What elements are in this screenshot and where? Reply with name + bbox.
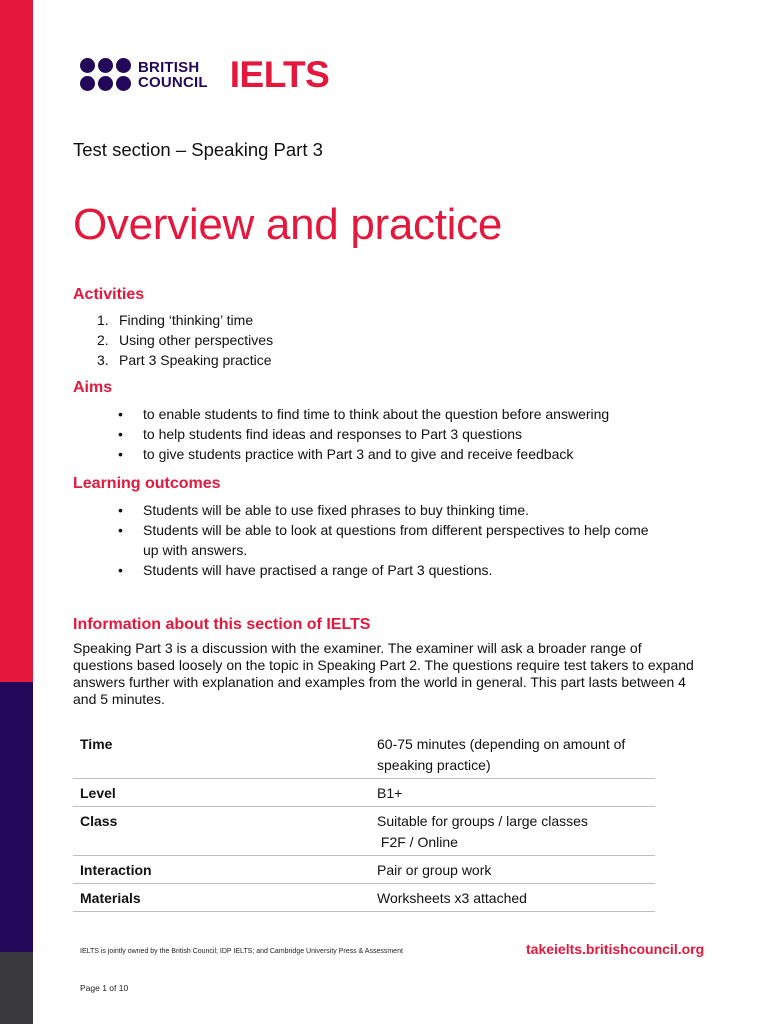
side-bar-purple (0, 682, 33, 952)
table-key: Interaction (80, 862, 152, 878)
list-item: • Students will be able to use fixed phrases to buy thinking time. (118, 500, 658, 520)
list-item: 1. Finding ‘thinking’ time (97, 312, 254, 328)
activities-list (97, 310, 273, 370)
list-item: • Students will have practised a range of Part 3 questions. (118, 560, 658, 580)
list-item: • Students will be able to look at questions from different perspectives to help come up with answers. (118, 520, 658, 560)
list-item: • to help students find ideas and responses to Part 3 questions (118, 424, 678, 444)
section-label: Test section – Speaking Part 3 (73, 139, 323, 160)
table-key: Materials (80, 890, 141, 906)
aims-list (118, 404, 678, 464)
table-row (73, 856, 655, 884)
page-number: Page 1 of 10 (80, 983, 129, 993)
table-value: 60-75 minutes (depending on amount of speaking practice) (377, 736, 626, 773)
table-row (73, 807, 655, 856)
british-council-wordmark: BRITISH COUNCIL (138, 59, 208, 91)
side-bar-gray (0, 952, 33, 1024)
page-title: Overview and practice (73, 200, 502, 249)
activities-heading: Activities (73, 286, 145, 303)
table-row (73, 779, 655, 807)
ielts-wordmark: IELTS (229, 54, 330, 95)
british-council-dots-icon (80, 58, 132, 92)
table-value: Suitable for groups / large classes F2F / Online (377, 813, 588, 850)
table-value: Worksheets x3 attached (377, 890, 527, 906)
aims-heading: Aims (73, 379, 113, 396)
lesson-info-table (73, 730, 655, 912)
table-row (73, 884, 655, 912)
table-key: Level (80, 785, 116, 801)
list-item: 3. Part 3 Speaking practice (97, 352, 272, 368)
table-key: Class (80, 813, 118, 829)
table-key: Time (80, 736, 113, 752)
ownership-note: IELTS is jointly owned by the British Council; IDP IELTS; and Cambridge University Press & Assessment (80, 948, 403, 955)
table-value: B1+ (377, 785, 403, 801)
info-heading: Information about this section of IELTS (73, 616, 371, 633)
outcomes-heading: Learning outcomes (73, 475, 221, 492)
list-item: • to enable students to find time to think about the question before answering (118, 404, 678, 424)
info-paragraph: Speaking Part 3 is a discussion with the examiner. The examiner will ask a broader range of questions based loosely on the topic in Speaking Part 2. The questions require test takers to expand answers further with explanation and examples from the world in general. This part lasts between 4 and 5 minutes. (73, 640, 694, 707)
brand-logo (80, 54, 330, 95)
outcomes-list (118, 500, 658, 580)
list-item: • to give students practice with Part 3 and to give and receive feedback (118, 444, 678, 464)
table-value: Pair or group work (377, 862, 492, 878)
list-item: 2. Using other perspectives (97, 332, 274, 348)
side-bar-red (0, 0, 33, 682)
side-color-bar (0, 0, 33, 1024)
footer-url-link[interactable]: takeielts.britishcouncil.org (526, 941, 705, 957)
table-row (73, 730, 655, 779)
